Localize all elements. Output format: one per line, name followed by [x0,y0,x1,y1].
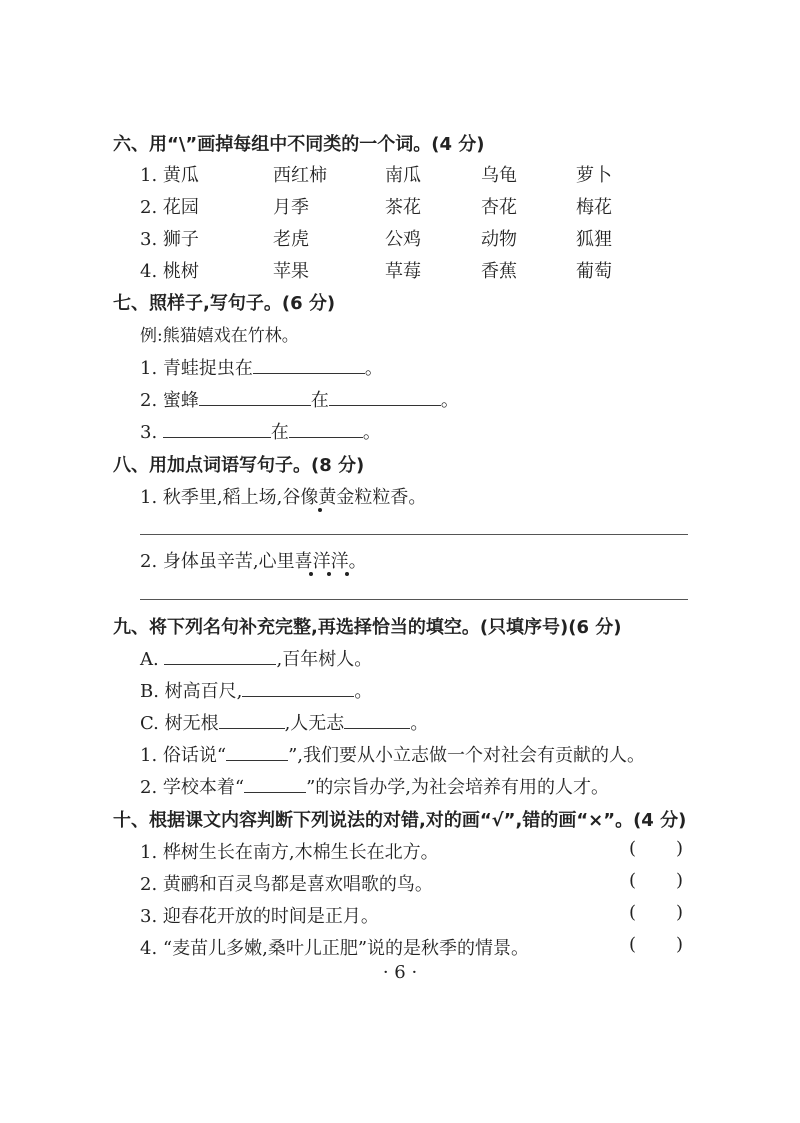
s6-r3-c5[interactable]: 狐狸 [576,229,612,250]
s6-r1-c3[interactable]: 南瓜 [385,165,421,186]
s6-r2-c4[interactable]: 杏花 [481,197,517,218]
s10-item-1: 1. 桦树生长在南方,木棉生长在北方。 [140,842,439,863]
s8-q2-emphasis-dot-1 [309,572,313,576]
s7-q3-prefix: 3. [140,422,158,443]
s9-q2 [140,773,609,799]
s6-r2-c1: 2. 花园 [140,197,199,218]
s8-q2-emphasis-dot-3 [345,572,349,576]
s6-r3-c2[interactable]: 老虎 [273,229,309,250]
s6-r1-c4[interactable]: 乌龟 [481,165,517,186]
s10-item-3-answer-box[interactable] [645,902,673,924]
s7-q2-blank-2[interactable] [329,387,441,406]
section-10-heading: 十、根据课文内容判断下列说法的对错,对的画“√”,错的画“×”。(4 分) [113,810,687,831]
s7-q2 [140,386,459,412]
s6-r4-c1: 4. 桃树 [140,261,199,282]
s7-q3-blank-2[interactable] [289,419,363,438]
s8-q2-answer-line[interactable] [140,599,688,600]
s9-c-mid: ,人无志 [284,713,345,734]
s10-item-1-paren-open: ( [629,838,637,859]
s9-b-blank[interactable] [242,678,354,697]
s9-q2-prefix: 2. 学校本着“ [140,777,245,798]
s6-r3-c1: 3. 狮子 [140,229,199,250]
s6-r2-c5[interactable]: 梅花 [576,197,612,218]
s10-item-3-paren-open: ( [629,902,637,923]
s8-q2-emphasis-dot-2 [327,572,331,576]
page-number: · 6 · [382,962,418,983]
s6-r1-c2[interactable]: 西红柿 [273,165,327,186]
s6-r2-c2[interactable]: 月季 [273,197,309,218]
s7-example: 例:熊猫嬉戏在竹林。 [140,326,299,346]
s7-q2-blank-1[interactable] [199,387,311,406]
s10-item-4: 4. “麦苗儿多嫩,桑叶儿正肥”说的是秋季的情景。 [140,938,530,959]
s9-q1 [140,741,645,767]
s6-r1-c1: 1. 黄瓜 [140,165,199,186]
s6-r2-c3[interactable]: 茶花 [385,197,421,218]
s9-c-prefix: C. 树无根 [140,713,219,734]
s9-c [140,709,428,735]
s9-c-blank-2[interactable] [344,710,410,729]
s8-q1: 1. 秋季里,稻上场,谷像黄金粒粒香。 [140,487,427,508]
s10-item-1-paren-close: ) [676,838,684,859]
section-7-heading: 七、照样子,写句子。(6 分) [113,293,336,314]
s9-a-suffix: ,百年树人。 [276,649,373,670]
s7-q3-blank-1[interactable] [163,419,271,438]
s8-q2: 2. 身体虽辛苦,心里喜洋洋。 [140,551,367,572]
s10-item-2-answer-box[interactable] [645,870,673,892]
s9-q2-suffix: ”的宗旨办学,为社会培养有用的人才。 [306,777,610,798]
s9-b-prefix: B. 树高百尺, [140,681,243,702]
s6-r4-c2[interactable]: 苹果 [273,261,309,282]
s10-item-2: 2. 黄鹂和百灵鸟都是喜欢唱歌的鸟。 [140,874,433,895]
s10-item-2-paren-open: ( [629,870,637,891]
s10-item-2-paren-close: ) [676,870,684,891]
s9-c-suffix: 。 [410,713,429,734]
s6-r3-c3[interactable]: 公鸡 [385,229,421,250]
s10-item-4-answer-box[interactable] [645,934,673,956]
s9-q1-blank[interactable] [226,742,288,761]
s10-item-4-paren-close: ) [676,934,684,955]
s6-r4-c4[interactable]: 香蕉 [481,261,517,282]
section-9-heading: 九、将下列名句补充完整,再选择恰当的填空。(只填序号)(6 分) [113,617,622,638]
s9-c-blank-1[interactable] [219,710,285,729]
s7-q3-end: 。 [362,422,381,443]
s7-q1-prefix: 1. 青蛙捉虫在 [140,358,253,379]
s7-q2-mid: 在 [310,390,329,411]
s10-item-3-paren-close: ) [676,902,684,923]
s9-a-prefix: A. [140,649,159,670]
s7-q1-blank[interactable] [253,355,365,374]
s9-q2-blank[interactable] [244,774,306,793]
s9-b [140,677,372,703]
s7-q1 [140,354,383,380]
section-8-heading: 八、用加点词语写句子。(8 分) [113,455,365,476]
s7-q3-mid: 在 [270,422,289,443]
s6-r3-c4[interactable]: 动物 [481,229,517,250]
s10-item-3: 3. 迎春花开放的时间是正月。 [140,906,379,927]
s7-q2-prefix: 2. 蜜蜂 [140,390,199,411]
s9-q1-prefix: 1. 俗话说“ [140,745,227,766]
s7-q2-end: 。 [440,390,459,411]
s9-a [140,645,372,671]
s10-item-4-paren-open: ( [629,934,637,955]
s9-a-blank[interactable] [164,646,276,665]
s6-r4-c3[interactable]: 草莓 [385,261,421,282]
s7-q3 [140,418,381,444]
s8-q1-answer-line[interactable] [140,534,688,535]
s6-r4-c5[interactable]: 葡萄 [576,261,612,282]
s6-r1-c5[interactable]: 萝卜 [576,165,612,186]
s8-q1-emphasis-dot [318,508,322,512]
section-6-heading: 六、用“\”画掉每组中不同类的一个词。(4 分) [113,134,485,155]
s10-item-1-answer-box[interactable] [645,838,673,860]
s9-b-suffix: 。 [354,681,373,702]
s9-q1-suffix: ”,我们要从小立志做一个对社会有贡献的人。 [288,745,646,766]
s7-q1-end: 。 [364,358,383,379]
